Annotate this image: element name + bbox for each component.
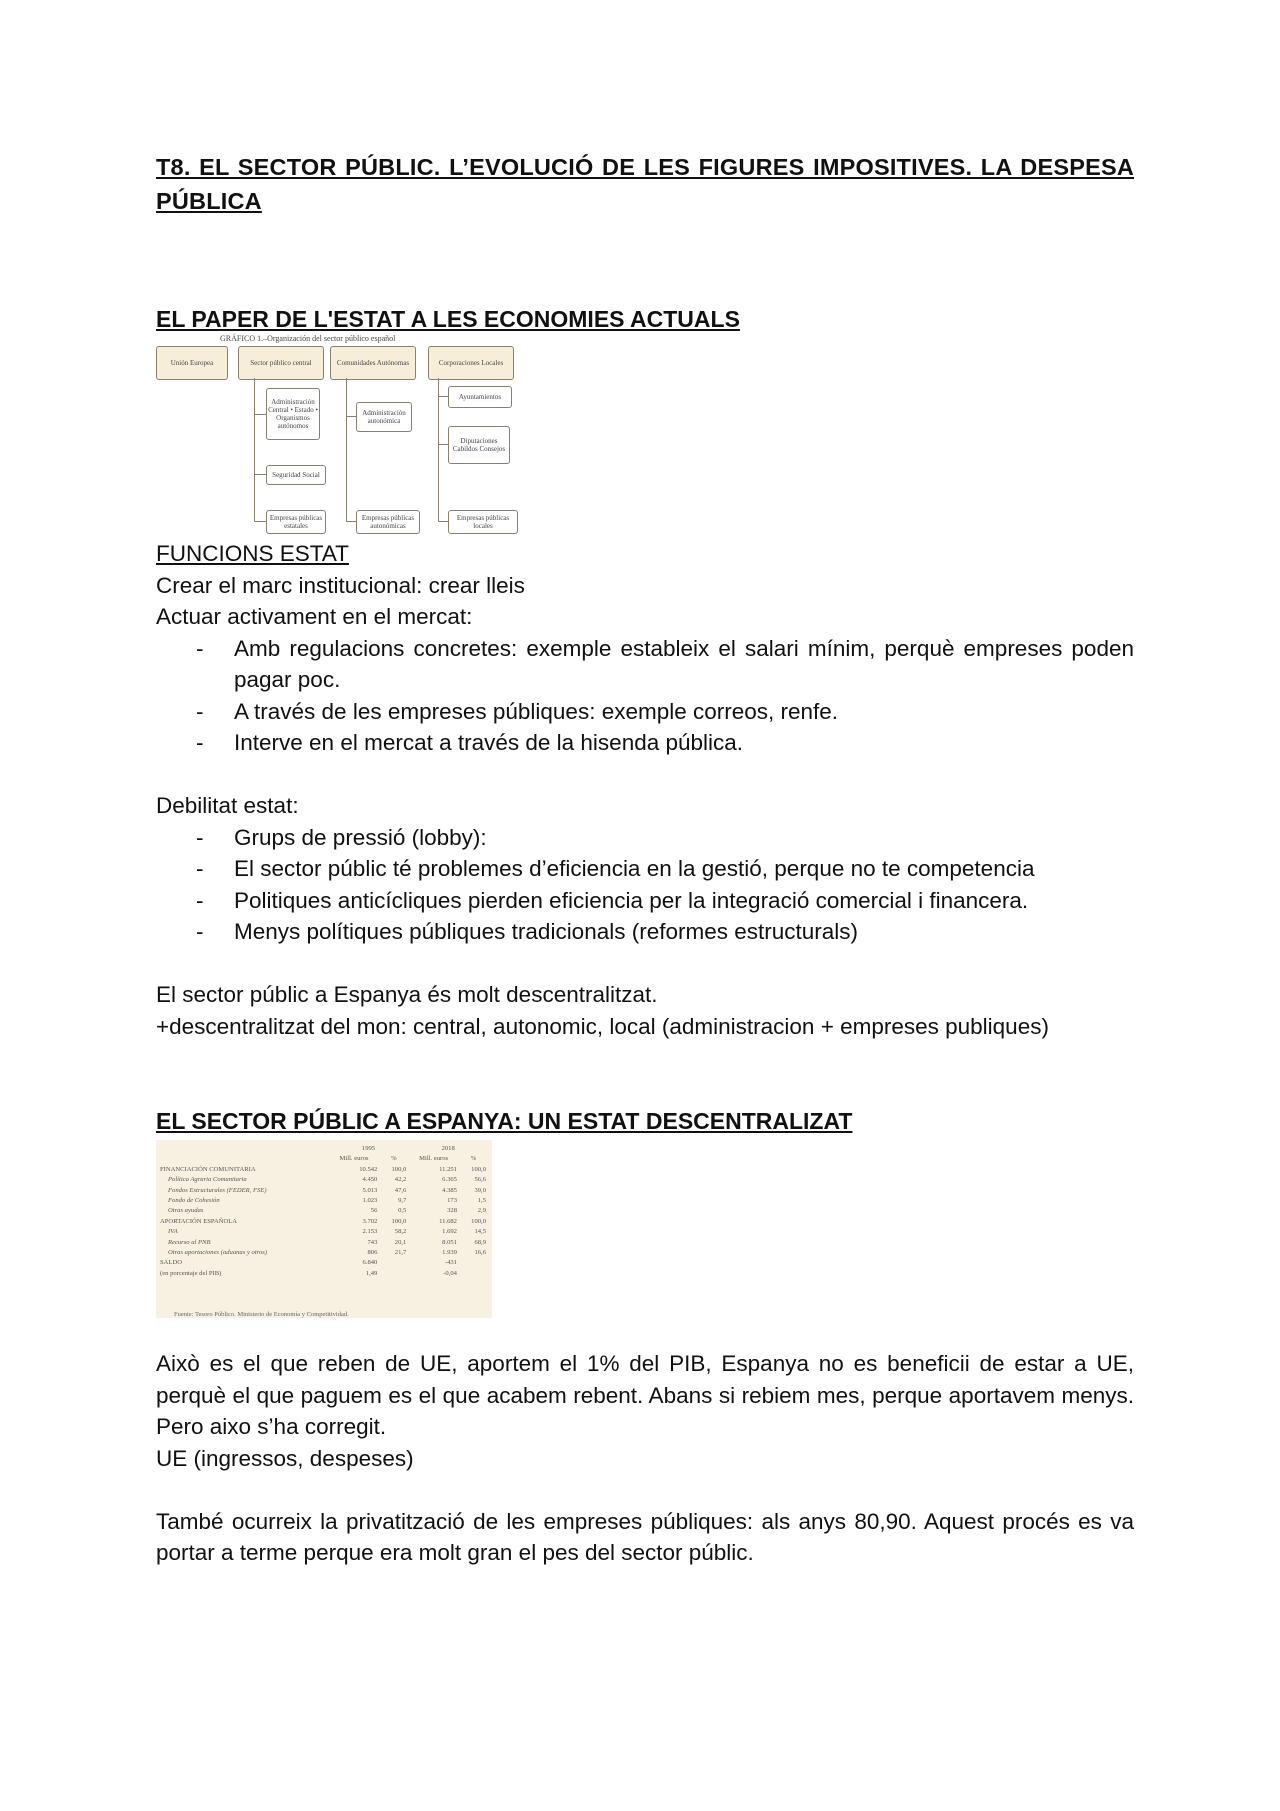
box-seguridad-social: Seguridad Social [266,465,326,485]
table-cell [459,1269,488,1279]
table-row [158,1165,488,1175]
table-cell: 9,7 [398,1197,407,1205]
table-row [158,1196,488,1206]
table-cell: 100,0 [471,1165,486,1173]
table-cell: 100,0 [391,1165,407,1173]
table-cell: 1.939 [442,1249,457,1257]
list-item: - Menys polítiques públiques tradicionals (reformes estructurals) [156,916,1134,948]
table-subheader: % [391,1155,397,1163]
box-empresas-publicas-autonomicas: Empresas públicas autonómicas [356,510,420,534]
table-row-label: Otras ayudas [168,1207,204,1215]
table-cell: 3.702 [362,1217,378,1225]
box-sector-publico-central: Sector público central [238,346,324,380]
table-year-header: 2018 [441,1145,455,1152]
table-row-label: Fondo de Cohesión [168,1197,220,1205]
connector [254,474,266,475]
paragraph: Això es el que reben de UE, aportem el 1% del PIB, Espanya no es beneficii de estar a UE, perquè el que paguem es el que acabem rebent. Abans si rebiem mes, perque aportavem menys. Pero aixo s’ha corregit. [156,1351,1134,1439]
table-cell: 4.385 [442,1186,457,1194]
connector [254,521,266,522]
box-administracion-autonomica: Administración autonómica [356,402,412,432]
table-cell: 5.013 [362,1186,378,1194]
table-row [158,1217,488,1227]
table-cell [379,1269,408,1279]
table-cell: 6.365 [442,1176,457,1184]
table-cell: 21,7 [394,1249,407,1257]
box-comunidades-autonomas: Comunidades Autónomas [330,346,416,380]
table-row-label: Otras aportaciones (aduanas y otros) [168,1249,268,1257]
table-row-label: FINANCIACIÓN COMUNITARIA [160,1165,256,1173]
table-cell: -431 [444,1259,457,1267]
table-cell: 6.840 [362,1259,378,1267]
section-heading-role-of-state: EL PAPER DE L'ESTAT A LES ECONOMIES ACTUALS [156,306,740,332]
table-row [158,1258,488,1268]
debilitat-heading: Debilitat estat: [156,793,299,818]
text-line: +descentralitzat del mon: central, autonomic, local (administracion + empreses publiques) [156,1013,1049,1039]
table-subheader: % [470,1155,477,1163]
box-administracion-central: Administración Central • Estado • Organismos autónomos [266,388,320,440]
box-union-europea: Unión Europea [156,346,228,380]
table-cell: 2,9 [477,1207,486,1215]
eu-finance-table [158,1144,488,1279]
table-row [158,1238,488,1248]
table-cell: 56 [370,1207,378,1215]
table-cell: 328 [447,1207,457,1215]
connector [254,378,255,521]
document-title: T8. EL SECTOR PÚBLIC. L’EVOLUCIÓ DE LES FIGURES IMPOSITIVES. LA DESPESA PÚBLICA [156,154,1134,214]
box-corporaciones-locales: Corporaciones Locales [428,346,514,380]
table-row [158,1206,488,1216]
table-cell [379,1258,408,1268]
table-cell: 743 [367,1238,378,1246]
connector [438,396,448,397]
table-row [158,1186,488,1196]
table-source: Fuente: Tesoro Público. Ministerio de Economía y Competitividad. [174,1311,349,1318]
table-cell: 11.682 [439,1217,457,1225]
table-cell: 11.251 [439,1165,457,1173]
table-cell: 1.692 [442,1228,457,1236]
connector [438,521,448,522]
table-cell: 56,6 [474,1176,486,1184]
table-row [158,1175,488,1185]
table-cell: 14,5 [474,1228,486,1236]
table-cell: 806 [367,1249,378,1257]
table-row-label: IVA [168,1228,178,1236]
list-item: - A través de les empreses públiques: exemple correos, renfe. [156,696,1134,728]
list-item: - El sector públic té problemes d’eficiencia en la gestió, perque no te competencia [156,853,1134,885]
table-row [158,1269,488,1279]
eu-finance-table-figure [156,1140,492,1318]
table-cell: -0,04 [443,1269,457,1277]
weakness-list [156,822,1134,948]
table-cell: 42,2 [394,1176,407,1184]
table-row [158,1227,488,1237]
box-empresas-publicas-locales: Empresas públicas locales [448,510,518,534]
table-row [158,1248,488,1258]
table-cell: 1,49 [365,1269,378,1277]
box-empresas-publicas-estatales: Empresas públicas estatales [266,510,326,534]
list-item: - Grups de pressió (lobby): [156,822,1134,854]
list-item: - Politiques anticícliques pierden eficiencia per la integració comercial i financera. [156,885,1134,917]
table-cell: 2.153 [362,1228,378,1236]
table-cell: 58,2 [394,1228,407,1236]
list-item: - Interve en el mercat a través de la hisenda pública. [156,727,1134,759]
table-cell: 16,6 [474,1249,486,1257]
table-cell: 4.450 [362,1176,378,1184]
table-row-label: Recurso al PNB [168,1238,211,1246]
table-cell: 1.023 [362,1197,378,1205]
connector [438,444,448,445]
connector [438,378,439,521]
table-cell: 68,9 [474,1238,486,1246]
funcions-heading: FUNCIONS ESTAT [156,541,349,566]
table-cell: 100,0 [391,1217,407,1225]
table-cell: 39,0 [474,1186,486,1194]
functions-list [156,633,1134,759]
document-page [156,150,1134,1569]
table-row-label: (en porcentaje del PIB) [160,1269,222,1277]
section-heading-spain-public-sector: EL SECTOR PÚBLIC A ESPANYA: UN ESTAT DESCENTRALIZAT [156,1108,853,1134]
table-row-label: Fondos Estructurales (FEDER, FSE) [168,1186,267,1194]
paragraph: UE (ingressos, despeses) [156,1445,414,1471]
table-cell: 173 [447,1197,457,1205]
table-row-label: Política Agraria Comunitaria [168,1176,247,1184]
table-cell: 1,5 [477,1197,486,1205]
table-cell: 100,0 [471,1217,486,1225]
table-subheader: Mill. euros [339,1155,369,1163]
table-cell [459,1258,488,1268]
text-line: Crear el marc institucional: crear lleis [156,572,525,598]
table-cell: 8.051 [442,1238,457,1246]
table-row-label: APORTACIÓN ESPAÑOLA [160,1217,238,1225]
org-chart-figure [156,334,520,534]
table-row-label: SALDO [160,1259,182,1267]
connector [346,416,356,417]
table-cell: 47,6 [394,1186,407,1194]
text-line: Actuar activament en el mercat: [156,604,473,629]
list-item: - Amb regulacions concretes: exemple estableix el salari mínim, perquè empreses poden pagar poc. [156,633,1134,696]
paragraph: També ocurreix la privatització de les empreses públiques: als anys 80,90. Aquest procés es va portar a terme perque era molt gran el pes del sector públic. [156,1508,1134,1565]
table-year-header: 1995 [361,1145,376,1152]
table-subheader: Mill. euros [419,1155,449,1163]
table-cell: 20,1 [394,1238,407,1246]
box-ayuntamientos: Ayuntamientos [448,386,512,408]
table-cell: 10.542 [359,1165,378,1173]
connector [254,414,266,415]
org-chart-caption: GRÁFICO 1.–Organización del sector público español [220,334,396,343]
connector [346,521,356,522]
box-diputaciones: Diputaciones Cabildos Consejos [448,426,510,464]
table-cell: 0,5 [398,1207,407,1215]
connector [346,378,347,521]
text-line: El sector públic a Espanya és molt descentralitzat. [156,982,658,1007]
